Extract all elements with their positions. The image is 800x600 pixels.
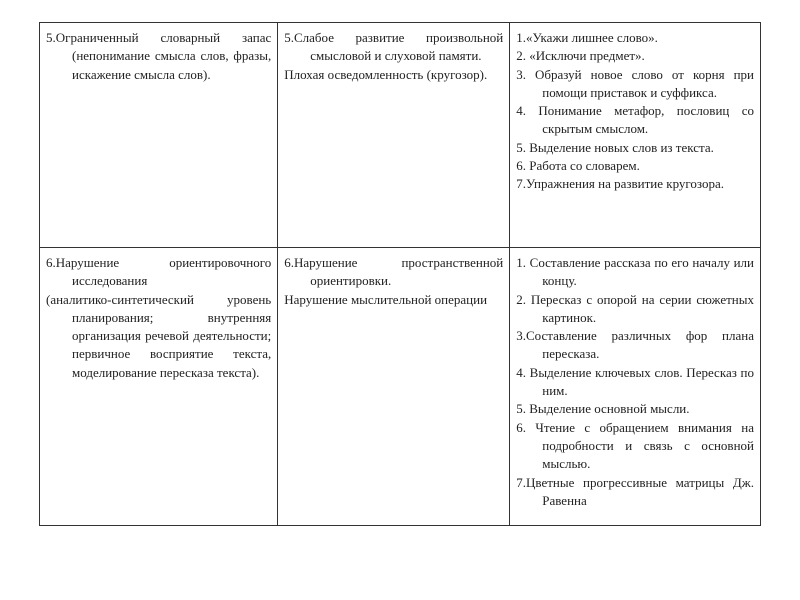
list-item: 6. Работа со словарем. xyxy=(516,158,640,174)
list-item: 5. Выделение основной мысли. xyxy=(516,401,690,417)
cell-text: (аналитико-синтетический уровень планирования; внутренняя организация речевой деятельности; первичное восприятие текста, моделирование пересказа текста). xyxy=(46,291,272,380)
list-item: 5. Выделение новых слов из текста. xyxy=(516,139,714,155)
cell-exercises xyxy=(510,23,761,248)
cell-cause xyxy=(278,248,510,526)
cell-exercises xyxy=(510,248,761,526)
list-item: 3.Составление различных фор плана пересказа. xyxy=(516,328,754,362)
table-row xyxy=(40,248,761,526)
cell-text: Нарушение мыслительной операции xyxy=(284,291,488,307)
cell-text: Плохая осведомленность (кругозор). xyxy=(284,66,488,82)
list-item: 7.Цветные прогрессивные матрицы Дж. Равенна xyxy=(516,474,754,508)
list-item: 6. Чтение с обращением внимания на подробности и связь с основной мыслью. xyxy=(516,419,754,472)
cell-text: 5.Ограниченный словарный запас (непонимание смысла слов, фразы, искажение смысла слов). xyxy=(46,30,272,82)
cell-text: 6.Нарушение ориентировочного исследования xyxy=(46,255,272,289)
list-item: 2. «Исключи предмет». xyxy=(516,48,645,64)
cell-text: 5.Слабое развитие произвольной смысловой и слуховой памяти. xyxy=(284,30,504,64)
cell-disorder xyxy=(40,23,278,248)
list-item: 3. Образуй новое слово от корня при помощи приставок и суффикса. xyxy=(516,66,754,100)
list-item: 4. Выделение ключевых слов. Пересказ по ним. xyxy=(516,364,754,399)
list-item: 7.Упражнения на развитие кругозора. xyxy=(516,176,725,192)
cell-cause xyxy=(278,23,510,248)
list-item: 1.«Укажи лишнее слово». xyxy=(516,30,658,45)
correction-table xyxy=(39,22,761,526)
cell-text: 6.Нарушение пространственной ориентировки. xyxy=(284,255,504,289)
table-row xyxy=(40,23,761,248)
list-item: 1. Составление рассказа по его началу или концу. xyxy=(516,255,754,289)
list-item: 4. Понимание метафор, пословиц со скрытым смыслом. xyxy=(516,103,754,137)
cell-disorder xyxy=(40,248,278,526)
list-item: 2. Пересказ с опорой на серии сюжетных картинок. xyxy=(516,291,754,325)
